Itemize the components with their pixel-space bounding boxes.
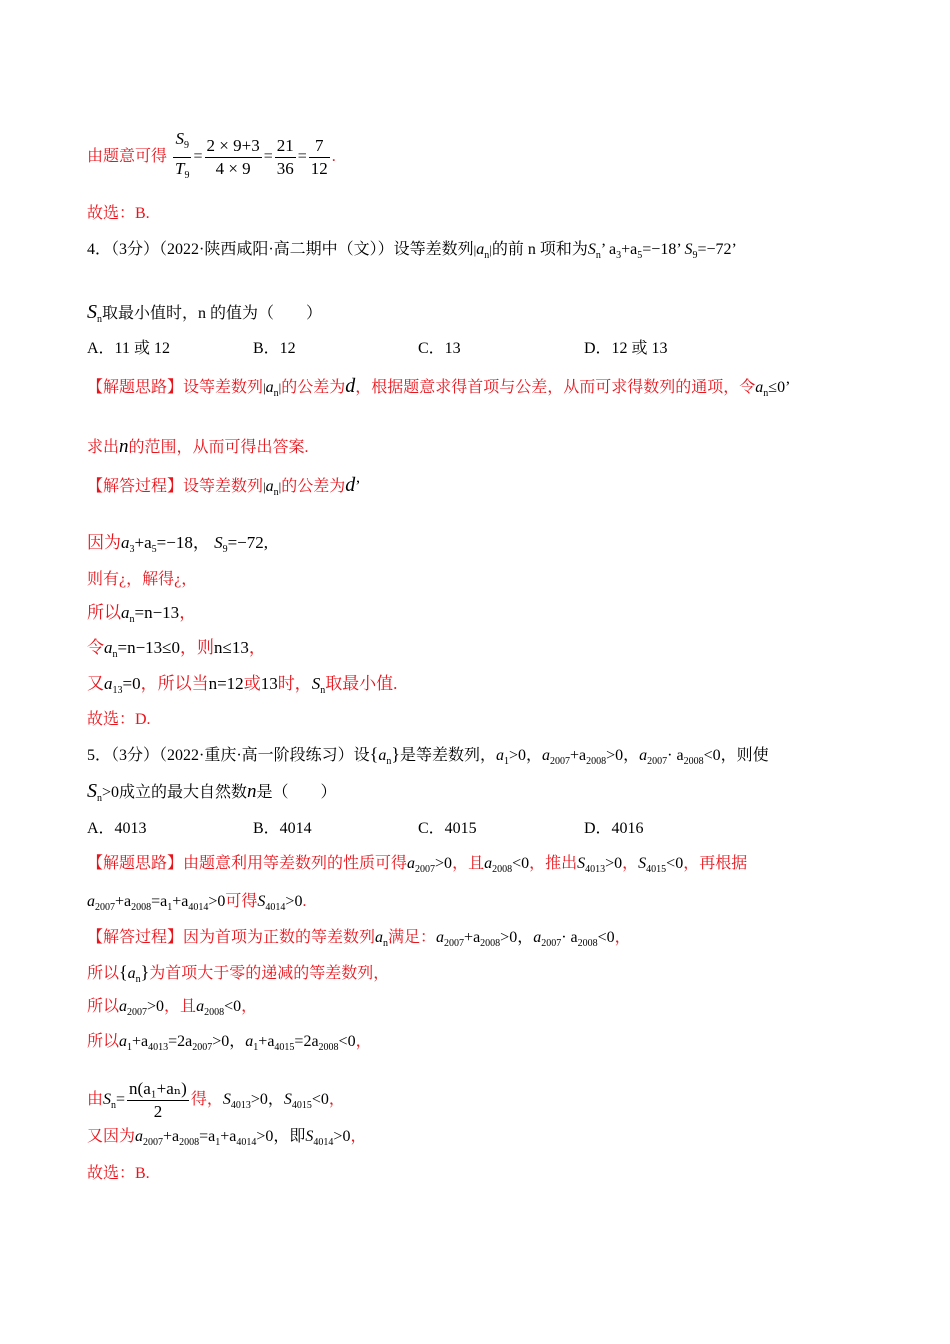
fraction-s9-t9: $\frac{S_9}{T_9}$ — [175, 129, 190, 181]
q4-option-a: A．11 或 12 — [87, 340, 170, 357]
fraction-4: $\frac{7}{12}$ — [310, 136, 328, 178]
fraction-sn-formula: $\frac{\text{n(a₁+aₙ)}}{2}$ — [129, 1079, 187, 1121]
q4-process-line2: 因为$a_3+a_5=-18$， $S_9=-72$, — [87, 533, 269, 555]
q5-stem-line2: $S_n>0$成立的最大自然数n是（ ） — [87, 780, 337, 804]
q4-thinking-line1: 【解题思路】设等差数列$|a_n|$的公差为d，根据题意求得首项与公差，从而可求得数列的通项，令$a_n\le 0$’ — [87, 375, 791, 399]
fraction-2: $\frac{2 \times 9+3}{4 \times 9}$ — [206, 136, 260, 178]
q4-option-c: C．13 — [418, 340, 461, 357]
intro-equation: 由题意可得 $\frac{S_9}{T_9}$ = $\frac{2 \times 9+3}{4 \times 9}$ = $\frac{21}{36}$ = $\frac{7}{12}$ . — [87, 128, 336, 187]
q4-option-d: D．12 或 13 — [584, 340, 668, 357]
q5-option-b: B．4014 — [253, 820, 312, 837]
q5-process-line2: 所以$\{a_n\}$为首项大于零的递减的等差数列， — [87, 962, 390, 985]
q4-conclusion: 故选：D. — [87, 711, 151, 728]
q5-process-line6: 又因为$a_{2007}+a_{2008}=a_1+a_{4014}>0$，即$S_{4014}>0$， — [87, 1128, 367, 1148]
q4-stem-line2: $S_n$取最小值时，n 的值为（ ） — [87, 301, 323, 325]
q5-option-d: D．4016 — [584, 820, 644, 837]
q4-option-b: B．12 — [253, 340, 296, 357]
q5-stem-line1: 5．（3分）（2022·重庆·高一阶段练习）设$\{a_n\}$是等差数列，$a_1>0$，$a_{2007}+a_{2008}>0$，$a_{2007}\cdot a_{2008}<0$，则使 — [87, 744, 769, 767]
q5-thinking-line2: $a_{2007}+a_{2008}=a_1+a_{4014}>0$可得$S_{4014}>0$. — [87, 893, 307, 913]
q4-process-line5: 令$a_n=n-13\le 0$，则n≤13， — [87, 638, 266, 660]
q5-option-a: A．4013 — [87, 820, 147, 837]
q5-thinking-line1: 【解题思路】由题意利用等差数列的性质可得$a_{2007}>0$，且$a_{2008}<0$，推出$S_{4013}>0$，$S_{4015}<0$，再根据 — [87, 855, 748, 875]
q5-conclusion: 故选：B. — [87, 1165, 150, 1182]
q5-process-line4: 所以$a_1+a_{4013}=2a_{2007}>0$，$a_1+a_{4015}=2a_{2008}<0$， — [87, 1033, 372, 1053]
q4-process-line6: 又$a_{13}=0$，所以当n=12或13时，$S_n$取最小值. — [87, 674, 398, 696]
q4-process-line3: 则有¿，解得¿， — [87, 571, 198, 588]
q5-process-line3: 所以$a_{2007}>0$，且$a_{2008}<0$， — [87, 998, 258, 1018]
q5-option-c: C．4015 — [418, 820, 477, 837]
fraction-3: $\frac{21}{36}$ — [276, 136, 294, 178]
intro-conclusion: 故选：B. — [87, 205, 150, 222]
q4-process-line4: 所以$a_n=n-13$， — [87, 603, 197, 625]
q5-process-line5: 由$S_n=$ $\frac{\text{n(a₁+aₙ)}}{2}$ 得，$S_{4013}>0$，$S_{4015}<0$， — [87, 1079, 345, 1121]
q4-thinking-line2: 求出n的范围，从而可得出答案. — [87, 436, 309, 457]
intro-label: 由题意可得 — [87, 148, 168, 166]
q4-process-line1: 【解答过程】设等差数列$|a_n|$的公差为d’ — [87, 474, 361, 498]
q4-stem-line1: 4．（3分）（2022·陕西咸阳·高二期中（文））设等差数列$|a_n|$的前 n 项和为$S_n$’ $a_3+a_5=-18$’ $S_9=-72$’ — [87, 241, 737, 261]
q5-process-line1: 【解答过程】因为首项为正数的等差数列$a_n$满足：$a_{2007}+a_{2008}>0$，$a_{2007}\cdot a_{2008}<0$， — [87, 929, 631, 949]
